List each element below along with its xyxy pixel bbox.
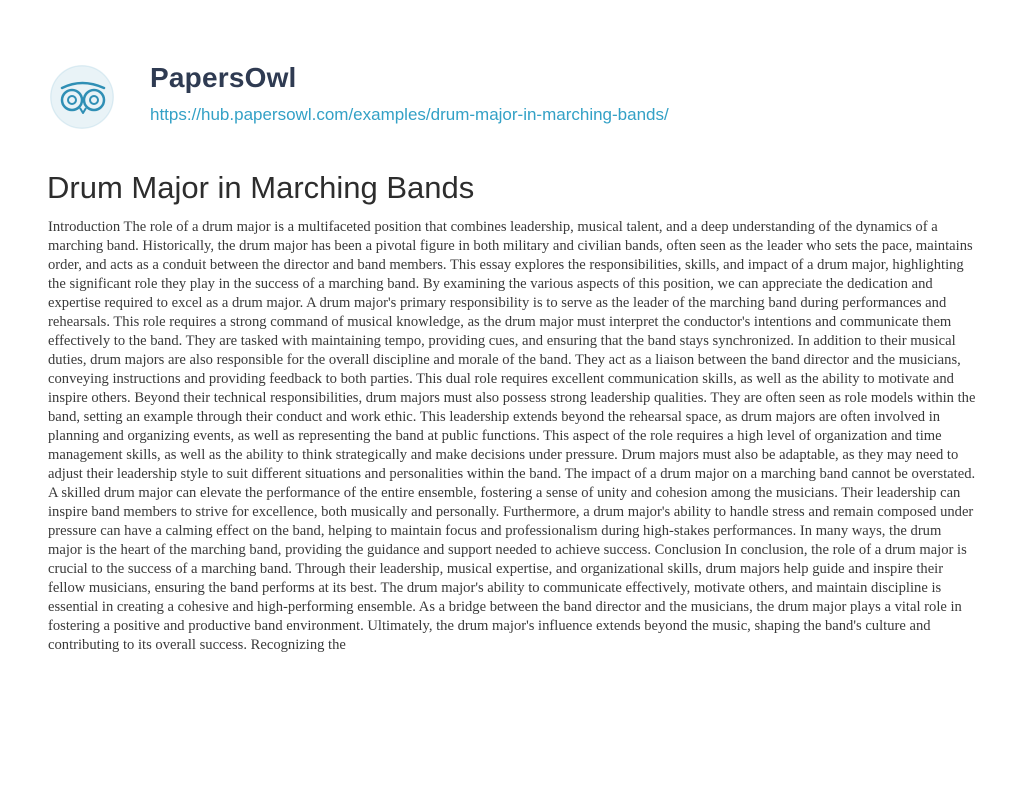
page-bottom-edge: [0, 768, 1024, 786]
brand-name: PapersOwl: [150, 62, 297, 93]
owl-eyes-icon: [48, 64, 136, 130]
article-body: Introduction The role of a drum major is a multifaceted position that combines leadership, musical talent, and a deep understanding of the dynamics of a marching band. Historically, the drum major has been a pivotal figure in both military and civilian bands, often seen as the leader who sets the pace, maintains order, and acts as a conduit between the director and band members. This essay explores the responsibilities, skills, and impact of a drum major, highlighting the significant role they play in the success of a marching band. By examining the various aspects of this position, we can appreciate the dedication and expertise required to excel as a drum major. A drum major's primary responsibility is to serve as the leader of the marching band during performances and rehearsals. This role requires a strong command of musical knowledge, as the drum major must interpret the conductor's intentions and communicate them effectively to the band. They are tasked with maintaining tempo, providing cues, and ensuring that the band stays synchronized. In addition to their musical duties, drum majors are also responsible for the overall discipline and morale of the band. They act as a liaison between the band director and the musicians, conveying instructions and providing feedback to both parties. This dual role requires excellent communication skills, as well as the ability to motivate and inspire others. Beyond their technical responsibilities, drum majors must also possess strong leadership qualities. They are often seen as role models within the band, setting an example through their conduct and work ethic. This leadership extends beyond the rehearsal space, as drum majors are often involved in planning and organizing events, as well as representing the band at public functions. This aspect of the role requires a high level of organization and time management skills, as well as the ability to think strategically and make decisions under pressure. Drum majors must also be adaptable, as they may need to adjust their leadership style to suit different situations and personalities within the band. The impact of a drum major on a marching band cannot be overstated. A skilled drum major can elevate the performance of the entire ensemble, fostering a sense of unity and cohesion among the musicians. Their leadership can inspire band members to strive for excellence, both musically and personally. Furthermore, a drum major's ability to handle stress and remain composed under pressure can have a calming effect on the band, helping to maintain focus and professionalism during high-stakes performances. In many ways, the drum major is the heart of the marching band, providing the guidance and support needed to achieve success. Conclusion In conclusion, the role of a drum major is crucial to the success of a marching band. Through their leadership, musical expertise, and organizational skills, drum majors help guide and inspire their fellow musicians, ensuring the band performs at its best. The drum major's ability to communicate effectively, motivate others, and maintain discipline is essential in creating a cohesive and high-performing ensemble. As a bridge between the band director and the musicians, the drum major plays a vital role in fostering a positive and productive band environment. Ultimately, the drum major's influence extends beyond the music, shaping the band's culture and contributing to its overall success. Recognizing the: [48, 219, 976, 653]
source-url-link[interactable]: https://hub.papersowl.com/examples/drum-major-in-marching-bands/: [150, 105, 669, 124]
page-title: Drum Major in Marching Bands: [47, 170, 475, 205]
